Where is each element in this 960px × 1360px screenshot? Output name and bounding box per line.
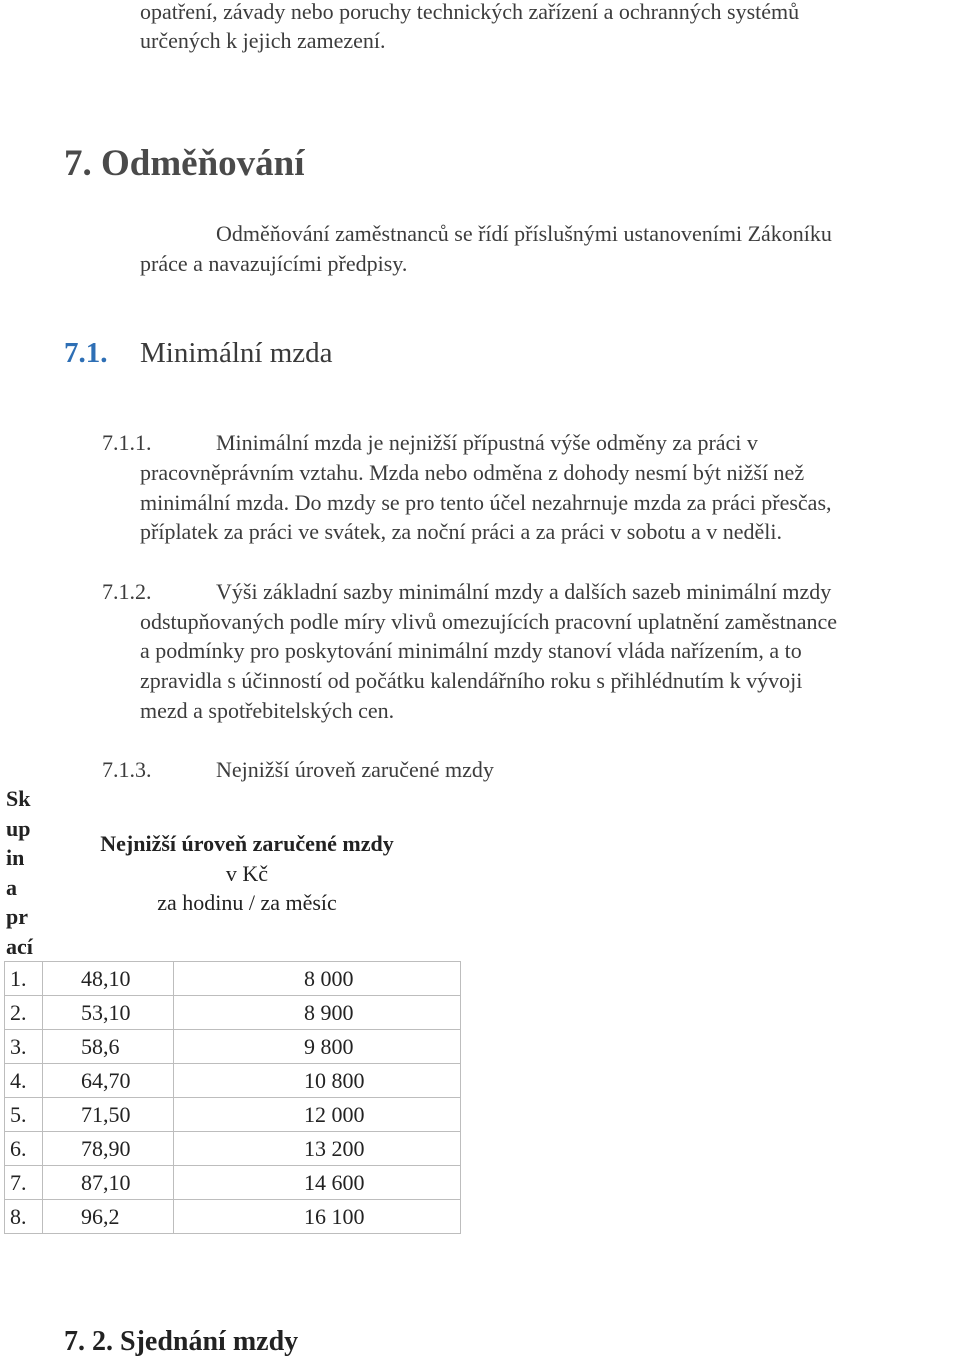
wage-table-title: Nejnižší úroveň zaručené mzdy [100, 831, 394, 856]
table-row [5, 1098, 461, 1132]
group-cell: 2. [5, 996, 43, 1030]
item-7-1-2-line-1: Výši základní sazby minimální mzdy a dalších sazeb minimální mzdy [216, 579, 832, 604]
monthly-wage-cell: 9 800 [174, 1030, 461, 1064]
hourly-wage-cell: 48,10 [43, 962, 174, 996]
hourly-wage-cell: 64,70 [43, 1064, 174, 1098]
section-7-heading: 7. Odměňování [64, 143, 305, 184]
group-header-part: ací [6, 933, 33, 959]
item-7-1-1-line-1: Minimální mzda je nejnižší přípustná výše odměny za práci v [216, 430, 758, 455]
item-7-1-2-line-5: mezd a spotřebitelských cen. [140, 698, 395, 723]
intro-line-2: určených k jejich zamezení. [140, 28, 386, 53]
group-column-header [6, 784, 33, 961]
hourly-wage-cell: 78,90 [43, 1132, 174, 1166]
monthly-wage-cell: 8 000 [174, 962, 461, 996]
wage-table [4, 961, 461, 1234]
item-7-1-2-line-3: a podmínky pro poskytování minimální mzdy stanoví vláda nařízením, a to [140, 638, 802, 663]
group-cell: 7. [5, 1166, 43, 1200]
item-7-1-1-line-3: minimální mzda. Do mzdy se pro tento účel nezahrnuje mzda za práci přesčas, [140, 490, 832, 515]
item-7-1-2-line-2: odstupňovaných podle míry vlivů omezujících pracovní uplatnění zaměstnance [140, 609, 838, 634]
group-cell: 6. [5, 1132, 43, 1166]
section-7-para-line-2: práce a navazujícími předpisy. [140, 251, 408, 276]
hourly-wage-cell: 58,6 [43, 1030, 174, 1064]
item-7-1-1-line-4: příplatek za práci ve svátek, za noční práci a za práci v sobotu a v neděli. [140, 519, 782, 544]
hourly-wage-cell: 71,50 [43, 1098, 174, 1132]
item-7-1-1-line-2: pracovněprávním vztahu. Mzda nebo odměna z dohody nesmí být nižší než [140, 460, 805, 485]
wage-table-unit: v Kč [225, 860, 269, 886]
monthly-wage-cell: 12 000 [174, 1098, 461, 1132]
item-7-1-1-number: 7.1.1. [102, 430, 152, 455]
group-header-part: pr [6, 904, 28, 929]
table-row [5, 962, 461, 996]
section-7-para-line-1: Odměňování zaměstnanců se řídí příslušnými ustanoveními Zákoníku [216, 221, 832, 246]
group-cell: 5. [5, 1098, 43, 1132]
group-header-part: Sk [6, 786, 31, 811]
group-cell: 8. [5, 1200, 43, 1234]
hourly-wage-cell: 53,10 [43, 996, 174, 1030]
monthly-wage-cell: 14 600 [174, 1166, 461, 1200]
section-7-2-heading: 7. 2. Sjednání mzdy [64, 1326, 299, 1357]
section-7-1-heading [64, 337, 333, 370]
item-7-1-2-number: 7.1.2. [102, 579, 152, 604]
wage-table-header [60, 829, 434, 918]
group-cell: 3. [5, 1030, 43, 1064]
table-row [5, 1200, 461, 1234]
wage-table-per: za hodinu / za měsíc [157, 890, 337, 915]
table-row [5, 1030, 461, 1064]
table-row [5, 1064, 461, 1098]
monthly-wage-cell: 13 200 [174, 1132, 461, 1166]
group-header-part: in [6, 845, 25, 870]
item-7-1-3-title: Nejnižší úroveň zaručené mzdy [216, 757, 494, 782]
table-row [5, 1166, 461, 1200]
group-header-part: a [6, 874, 17, 900]
group-header-part: up [6, 815, 31, 841]
monthly-wage-cell: 16 100 [174, 1200, 461, 1234]
monthly-wage-cell: 8 900 [174, 996, 461, 1030]
section-7-1-number: 7.1. [64, 337, 108, 369]
table-row [5, 996, 461, 1030]
group-cell: 4. [5, 1064, 43, 1098]
group-cell: 1. [5, 962, 43, 996]
section-7-1-title: Minimální mzda [140, 337, 333, 369]
hourly-wage-cell: 96,2 [43, 1200, 174, 1234]
table-row [5, 1132, 461, 1166]
item-7-1-3-number: 7.1.3. [102, 757, 152, 782]
monthly-wage-cell: 10 800 [174, 1064, 461, 1098]
hourly-wage-cell: 87,10 [43, 1166, 174, 1200]
intro-line-1: opatření, závady nebo poruchy technických zařízení a ochranných systémů [140, 0, 800, 24]
item-7-1-2-line-4: zpravidla s účinností od počátku kalendářního roku s přihlédnutím k vývoji [140, 668, 803, 693]
